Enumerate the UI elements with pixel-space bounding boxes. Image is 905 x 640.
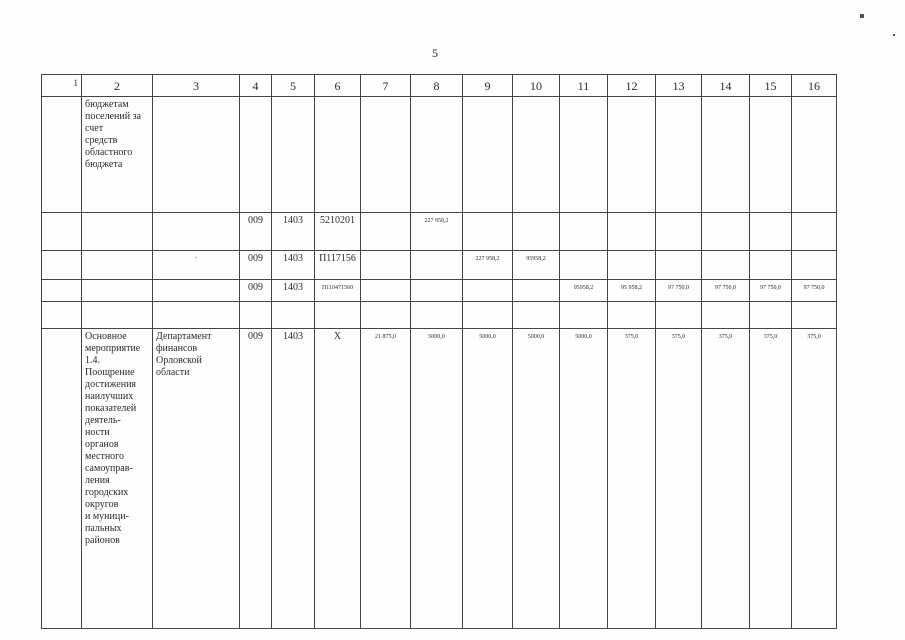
table-cell [361,213,411,251]
section-code: 1403 [272,329,315,629]
table-cell [513,97,560,213]
table-cell [411,302,463,329]
table-cell [608,97,656,213]
header-cell: 13 [656,75,702,97]
table-row [42,251,837,280]
table-cell [750,97,792,213]
table-cell [315,97,361,213]
header-row [42,75,837,97]
table-cell [272,97,315,213]
amount-cell: 375,0 [750,329,792,629]
target-code: Х [315,329,361,629]
table-cell [42,329,82,629]
table-cell [82,251,153,280]
table-cell [42,251,82,280]
table-cell [153,302,240,329]
header-cell: 15 [750,75,792,97]
amount-cell: 97 750,0 [750,280,792,302]
table-cell [608,302,656,329]
header-cell: 9 [463,75,513,97]
amount-cell: 97 750,0 [656,280,702,302]
table-cell [702,213,750,251]
table-row [42,213,837,251]
table-cell [792,251,837,280]
amount-cell: 95958,2 [513,251,560,280]
table-cell [82,213,153,251]
header-cell: 11 [560,75,608,97]
table-cell [411,97,463,213]
table-cell [560,213,608,251]
table-cell [153,280,240,302]
header-cell: 4 [240,75,272,97]
table-cell [702,251,750,280]
table-cell [608,213,656,251]
header-cell: 1 [42,75,82,97]
header-cell: 6 [315,75,361,97]
table-cell [792,302,837,329]
section-code: 1403 [272,213,315,251]
table-cell [411,251,463,280]
table-cell [656,251,702,280]
amount-cell: 21 875,0 [361,329,411,629]
table-cell [82,280,153,302]
table-cell [463,213,513,251]
table-cell [656,97,702,213]
budget-table [41,74,837,629]
table-cell [750,213,792,251]
table-cell [42,213,82,251]
ministry-code: 009 [240,329,272,629]
table-cell [750,302,792,329]
section-code: 1403 [272,280,315,302]
amount-cell: 5000,0 [513,329,560,629]
header-cell: 7 [361,75,411,97]
amount-cell: 97 750,0 [792,280,837,302]
table-cell [750,251,792,280]
table-cell [560,97,608,213]
ministry-code: 009 [240,251,272,280]
amount-cell: 375,0 [792,329,837,629]
header-cell: 10 [513,75,560,97]
target-code: П110471560 [315,280,361,302]
amount-cell: 375,0 [608,329,656,629]
header-cell: 2 [82,75,153,97]
table-cell [513,213,560,251]
amount-cell: 5000,0 [411,329,463,629]
amount-cell: 5000,0 [560,329,608,629]
amount-cell: 375,0 [656,329,702,629]
table-cell [361,302,411,329]
table-row [42,97,837,213]
table-cell [82,302,153,329]
header-cell: 16 [792,75,837,97]
header-cell: 3 [153,75,240,97]
amount-cell: 5000,0 [463,329,513,629]
amount-cell: 227 958,2 [463,251,513,280]
table-cell [240,302,272,329]
table-cell [361,97,411,213]
ministry-code: 009 [240,280,272,302]
table-cell [463,97,513,213]
table-cell: · [153,251,240,280]
table-cell [42,302,82,329]
header-cell: 12 [608,75,656,97]
table-cell [42,280,82,302]
table-cell [315,302,361,329]
table-cell [463,280,513,302]
table-cell [463,302,513,329]
table-row [42,280,837,302]
table-cell [42,97,82,213]
row-description: бюджетам поселений за счет средств областного бюджета [82,97,153,213]
table-cell [240,97,272,213]
row-description: Основное мероприятие 1.4. Поощрение достижения наилучших показателей деятель- ности органов местного самоуправ- ления городских округов и муници- пальных районов [82,329,153,629]
table-cell [153,213,240,251]
table-cell [702,97,750,213]
table-cell [153,97,240,213]
amount-cell: 227 958,2 [411,213,463,251]
amount-cell: 375,0 [702,329,750,629]
table-cell [272,302,315,329]
table-cell [513,280,560,302]
section-code: 1403 [272,251,315,280]
amount-cell: 95 958,2 [608,280,656,302]
header-cell: 8 [411,75,463,97]
table-cell [792,97,837,213]
table-cell [560,302,608,329]
table-cell [656,302,702,329]
scan-speck [893,34,895,36]
target-code: 5210201 [315,213,361,251]
table-cell [656,213,702,251]
table-row [42,329,837,629]
header-cell: 14 [702,75,750,97]
table-cell [513,302,560,329]
table-cell [792,213,837,251]
table-cell [702,302,750,329]
target-code: П117156 [315,251,361,280]
header-cell: 5 [272,75,315,97]
table-cell [361,280,411,302]
amount-cell: 97 750,0 [702,280,750,302]
ministry-code: 009 [240,213,272,251]
table-cell [361,251,411,280]
table-cell [608,251,656,280]
amount-cell: 95958,2 [560,280,608,302]
scan-speck [860,14,864,18]
table-row [42,302,837,329]
responsible-party: Департамент финансов Орловской области [153,329,240,629]
page-number: 5 [432,46,438,60]
table-cell [411,280,463,302]
table-cell [560,251,608,280]
